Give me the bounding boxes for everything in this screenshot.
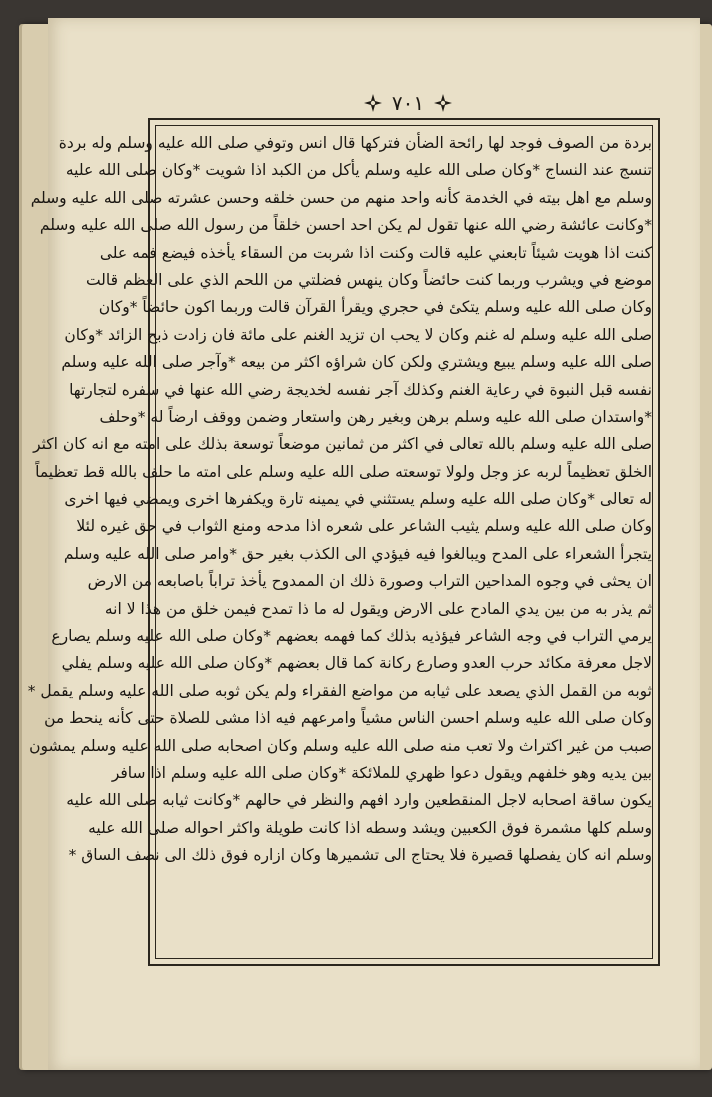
text-line: موضع في ويشرب وربما كنت حائضاً وكان ينهس فضلتي من اللحم الذي على العظم قالت bbox=[85, 270, 652, 289]
text-line: يتجرأ الشعراء على المدح ويبالغوا فيه فيؤدي الى الكذب بغير حق *وامر صلى الله عليه وسلم bbox=[63, 544, 652, 563]
text-line: يكون ساقة اصحابه لاجل المنقطعين وارد افهم والنظر في حالهم *وكانت ثيابه صلى الله عليه bbox=[66, 791, 652, 810]
text-line: تنسج عند النساج *وكان صلى الله عليه وسلم يأكل من الكبد اذا شويت *وكان صلى الله عليه bbox=[65, 161, 652, 180]
text-line: صلى الله عليه وسلم بالله تعالى في اكثر من ثمانين موضعاً توسعة بذلك على امته مع انه كان اكثر bbox=[33, 435, 652, 454]
text-line: ثم يذر به من بين يدي المادح على الارض ويقول له ما ذا تمدح فيمن خلق من هذا لا انه bbox=[104, 599, 652, 618]
text-line: لاجل معرفة مكائد حرب العدو وصارع ركانة كما قال بعضهم *وكان صلى الله عليه وسلم يفلي bbox=[61, 654, 652, 673]
text-line: *واستدان صلى الله عليه وسلم برهن وبغير رهن واستعار وضمن ووقف ارضاً له *وحلف bbox=[99, 407, 652, 426]
text-line: الخلق تعظيماً لربه عز وجل ولولا توسعته صلى الله عليه وسلم على امته ما حلف بالله قط تعظيماً bbox=[35, 462, 652, 481]
text-line: صلى الله عليه وسلم يبيع ويشتري ولكن كان شراؤه اكثر من بيعه *وآجر صلى الله عليه وسلم bbox=[61, 353, 652, 372]
text-line: بين يديه وهو خلفهم ويقول دعوا ظهري للملائكة *وكان صلى الله عليه وسلم اذا سافر bbox=[111, 763, 652, 782]
text-line: بردة من الصوف فوجد لها رائحة الضأن فتركها قال انس وتوفي صلى الله عليه وسلم وله بردة bbox=[58, 134, 652, 152]
text-line: وكان صلى الله عليه وسلم يتكئ في حجري ويقرأ القرآن قالت وربما اكون حائضاً *وكان bbox=[98, 298, 652, 317]
text-line: ثوبه من القمل الذي يصعد على ثيابه من مواضع الفقراء ولم يكن ثوبه صلى الله عليه وسلم يقمل * bbox=[27, 681, 652, 700]
text-line: صلى الله عليه وسلم له غنم وكان لا يحب ان تزيد الغنم على مائة فان زادت ذبح الزائد *وكان bbox=[64, 325, 652, 344]
text-line: له تعالى *وكان صلى الله عليه وسلم يستثني في يمينه تارة ويكفرها اخرى ويمضي فيها اخرى bbox=[64, 490, 652, 509]
page-number: ٧٠١ bbox=[391, 91, 425, 115]
text-line: *وكانت عائشة رضي الله عنها تقول لم يكن احد احسن خلقاً من رسول الله صلى الله عليه وسلم bbox=[39, 216, 652, 235]
body-text bbox=[27, 130, 652, 956]
ornament-right-icon bbox=[432, 92, 454, 114]
text-line: نفسه قبل النبوة في رعاية الغنم وكذلك آجر نفسه لخديجة رضي الله عنها في سفره لتجارتها bbox=[69, 380, 652, 399]
ornament-left-icon bbox=[362, 92, 384, 114]
text-line: صبب من غير اكتراث ولا تعب منه صلى الله عليه وسلم وكان اصحابه صلى الله عليه وسلم يمشون bbox=[29, 736, 652, 755]
text-line: وكان صلى الله عليه وسلم يثيب الشاعر على شعره اذا مدحه ومنع الثواب في حق غيره لئلا bbox=[76, 517, 652, 536]
text-line: ان يحثى في وجوه المداحين التراب وصورة ذلك ان الممدوح يأخذ تراباً باصابعه من الارض bbox=[87, 572, 652, 591]
text-line: وسلم مع اهل بيته في الخدمة كأنه واحد منهم من حسن خلقه وحسن عشرته صلى الله عليه وسلم bbox=[30, 188, 652, 207]
text-line: كنت اذا هويت شيئاً تابعني عليه قالت وكنت اذا شربت من السقاء يأخذه فيضع فمه على bbox=[99, 243, 652, 262]
text-line: وسلم كلها مشمرة فوق الكعبين ويشد وسطه اذا كانت طويلة واكثر احواله صلى الله عليه bbox=[88, 818, 652, 837]
text-line: وسلم انه كان يفصلها قصيرة فلا يحتاج الى تشميرها وكان ازاره فوق ذلك الى نصف الساق * bbox=[68, 846, 652, 865]
text-line: يرمي التراب في وجه الشاعر فيؤذيه بذلك كما فهمه بعضهم *وكان صلى الله عليه وسلم يصارع bbox=[51, 627, 652, 646]
page-header bbox=[348, 88, 468, 118]
text-line: وكان صلى الله عليه وسلم احسن الناس مشياً وامرعهم فيه اذا مشى للصلاة حتى كأنه ينحط من bbox=[44, 709, 652, 728]
